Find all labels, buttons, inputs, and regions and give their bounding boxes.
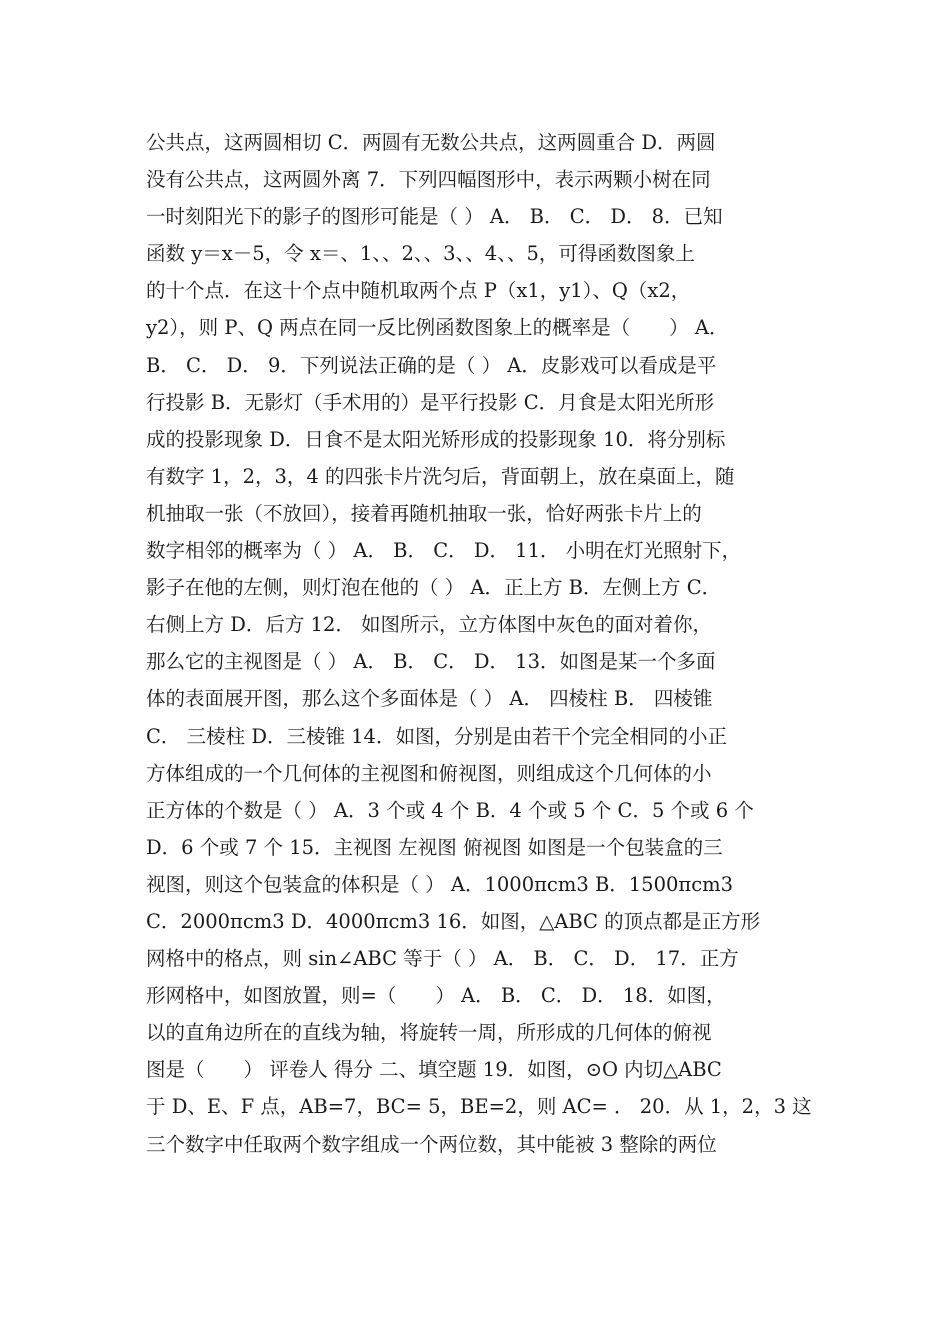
text-line: 正方体的个数是（ ） A．3 个或 4 个 B．4 个或 5 个 C．5 个或 6 个 — [146, 798, 754, 822]
text-line: 网格中的格点，则 sin∠ABC 等于（ ） A． B． C． D． 17．正方 — [146, 947, 739, 971]
text-line: 机抽取一张（不放回），接着再随机抽取一张，恰好两张卡片上的 — [146, 501, 702, 525]
text-line: 三个数字中任取两个数字组成一个两位数，其中能被 3 整除的两位 — [146, 1132, 717, 1156]
text-line: C．2000πcm3 D．4000πcm3 16．如图，△ABC 的顶点都是正方形 — [146, 909, 761, 933]
text-line: 于 D、E、F 点，AB=7，BC= 5，BE=2，则 AC= ． 20．从 1，2，3 这 — [146, 1095, 812, 1119]
text-line: 一时刻阳光下的影子的图形可能是（ ） A． B． C． D． 8．已知 — [146, 205, 723, 229]
text-line: 成的投影现象 D．日食不是太阳光矫形成的投影现象 10．将分别标 — [146, 427, 726, 451]
text-line: 形网格中，如图放置，则=（ ） A． B． C． D． 18．如图， — [146, 984, 726, 1008]
text-line: D．6 个或 7 个 15．主视图 左视图 俯视图 如图是一个包装盒的三 — [146, 835, 723, 859]
text-line: 那么它的主视图是（ ） A． B． C． D． 13．如图是某一个多面 — [146, 650, 716, 674]
text-line: 影子在他的左侧，则灯泡在他的（ ） A．正上方 B．左侧上方 C． — [146, 576, 722, 600]
text-line: C． 三棱柱 D．三棱锥 14．如图，分别是由若干个完全相同的小正 — [146, 724, 727, 748]
text-line: 有数字 1，2，3，4 的四张卡片洗匀后，背面朝上，放在桌面上，随 — [146, 464, 735, 488]
text-line: 图是（ ） 评卷人 得分 二、填空题 19．如图，⊙O 内切△ABC — [146, 1058, 722, 1082]
text-line: 以的直角边所在的直线为轴，将旋转一周，所形成的几何体的俯视 — [146, 1021, 712, 1045]
text-line: B． C． D． 9．下列说法正确的是（ ） A．皮影戏可以看成是平 — [146, 353, 717, 377]
text-line: 行投影 B．无影灯（手术用的）是平行投影 C．月食是太阳光所形 — [146, 390, 715, 414]
text-line: 的十个点．在这十个点中随机取两个点 P（x1，y1）、Q（x2， — [146, 279, 691, 303]
text-line: 没有公共点，这两圆外离 7．下列四幅图形中，表示两颗小树在同 — [146, 168, 711, 192]
text-line: 体的表面展开图，那么这个多面体是（ ） A． 四棱柱 B． 四棱锥 — [146, 687, 713, 711]
body-text — [146, 124, 814, 1163]
text-line: y2），则 P、Q 两点在同一反比例函数图象上的概率是（ ） A． — [146, 316, 729, 340]
text-line: 方体组成的一个几何体的主视图和俯视图，则组成这个几何体的小 — [146, 761, 712, 785]
text-line: 函数 y＝x－5，令 x＝、1、、2、、3、、4、、5，可得函数图象上 — [146, 242, 695, 266]
text-line: 视图，则这个包装盒的体积是（ ） A．1000πcm3 B．1500πcm3 — [146, 872, 734, 896]
text-line: 右侧上方 D．后方 12． 如图所示，立方体图中灰色的面对着你， — [146, 613, 713, 637]
text-line: 公共点，这两圆相切 C．两圆有无数公共点，这两圆重合 D．两圆 — [146, 131, 716, 154]
text-line: 数字相邻的概率为（ ） A． B． C． D． 11． 小明在灯光照射下， — [146, 539, 742, 563]
